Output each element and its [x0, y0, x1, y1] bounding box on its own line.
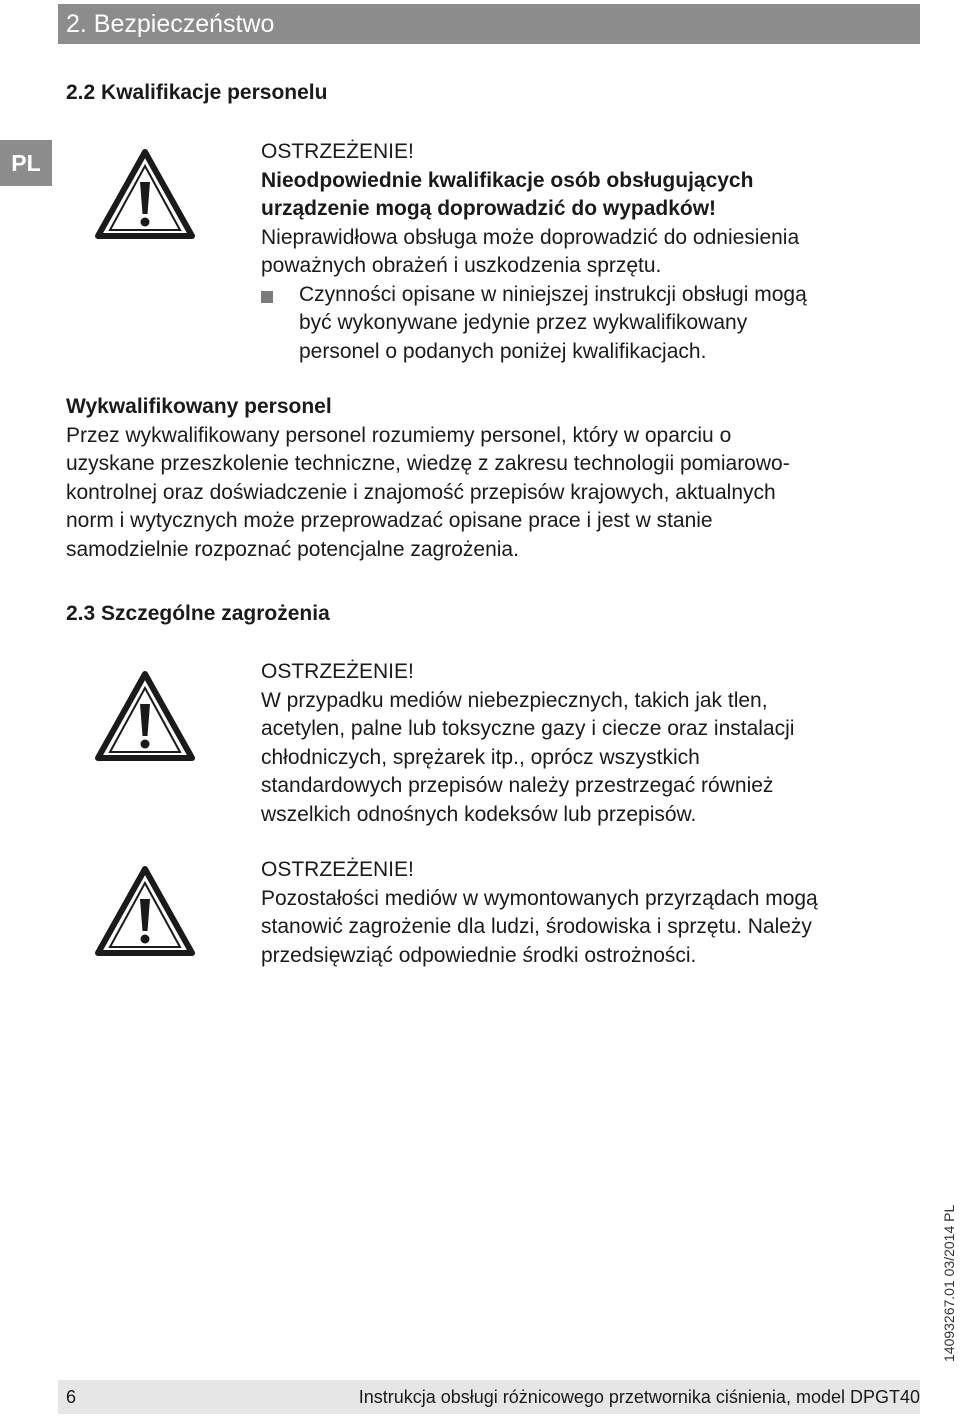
paragraph-line: norm i wytycznych może przeprowadzać opisane prace i jest w stanie — [66, 509, 713, 532]
paragraph-line: samodzielnie rozpoznać potencjalne zagrożenia. — [66, 537, 519, 561]
warning-text-line: Nieprawidłowa obsługa może doprowadzić do odniesienia — [261, 225, 800, 249]
paragraph-line: kontrolnej oraz doświadczenie i znajomość przepisów krajowych, aktualnych — [66, 480, 776, 504]
section-heading-2-3: 2.3 Szczególne zagrożenia — [66, 602, 330, 625]
footer-bar — [58, 1380, 920, 1414]
warning-text-line: poważnych obrażeń i uszkodzenia sprzętu. — [261, 254, 662, 277]
warning-text-line: acetylen, palne lub toksyczne gazy i ciecze oraz instalacji — [261, 717, 795, 740]
warning-title: OSTRZEŻENIE! — [261, 660, 414, 683]
warning-bold-line: Nieodpowiednie kwalifikacje osób obsługujących — [261, 168, 754, 192]
warning-text-line: Pozostałości mediów w wymontowanych przyrządach mogą — [261, 886, 818, 910]
document-code: 14093267.01 03/2014 PL — [941, 1204, 957, 1362]
warning-text-line: W przypadku mediów niebezpiecznych, takich jak tlen, — [261, 688, 768, 712]
language-tab: PL — [0, 140, 52, 186]
qualified-personnel-heading: Wykwalifikowany personel — [66, 395, 332, 418]
warning-triangle-icon — [94, 670, 196, 762]
paragraph-line: Przez wykwalifikowany personel rozumiemy personel, który w oparciu o — [66, 423, 732, 447]
bullet-line: być wykonywane jedynie przez wykwalifikowany — [299, 311, 748, 334]
section-heading-2-2: 2.2 Kwalifikacje personelu — [66, 81, 328, 104]
warning-title: OSTRZEŻENIE! — [261, 140, 414, 163]
paragraph-line: uzyskane przeszkolenie techniczne, wiedzę z zakresu technologii pomiarowo- — [66, 452, 790, 475]
page-number: 6 — [66, 1387, 77, 1407]
chapter-title: 2. Bezpieczeństwo — [66, 10, 275, 38]
warning-qualification — [261, 138, 901, 366]
bullet-line: personel o podanych poniżej kwalifikacjach. — [299, 339, 707, 363]
warning-text-line: chłodniczych, sprężarek itp., oprócz wszystkich — [261, 745, 700, 769]
warning-hazardous-media — [261, 658, 901, 829]
warning-bullet-item — [261, 281, 901, 367]
warning-text-line: standardowych przepisów należy przestrzegać również — [261, 774, 774, 797]
qualified-personnel-section — [66, 393, 926, 564]
warning-text-line: stanowić zagrożenie dla ludzi, środowiska i sprzętu. Należy — [261, 915, 812, 938]
warning-title: OSTRZEŻENIE! — [261, 858, 414, 881]
square-bullet-icon — [261, 291, 273, 303]
warning-text-line: wszelkich odnośnych kodeksów lub przepisów. — [261, 802, 697, 826]
bullet-line: Czynności opisane w niniejszej instrukcji obsługi mogą — [299, 282, 807, 306]
chapter-title-bar — [58, 4, 920, 44]
footer-title: Instrukcja obsługi różnicowego przetwornika ciśnienia, model DPGT40 — [358, 1387, 920, 1407]
warning-bold-line: urządzenie mogą doprowadzić do wypadków! — [261, 197, 717, 220]
warning-triangle-icon — [94, 148, 196, 240]
warning-residual-media — [261, 856, 901, 970]
warning-text-line: przedsięwziąć odpowiednie środki ostrożności. — [261, 943, 697, 967]
warning-triangle-icon — [94, 865, 196, 957]
